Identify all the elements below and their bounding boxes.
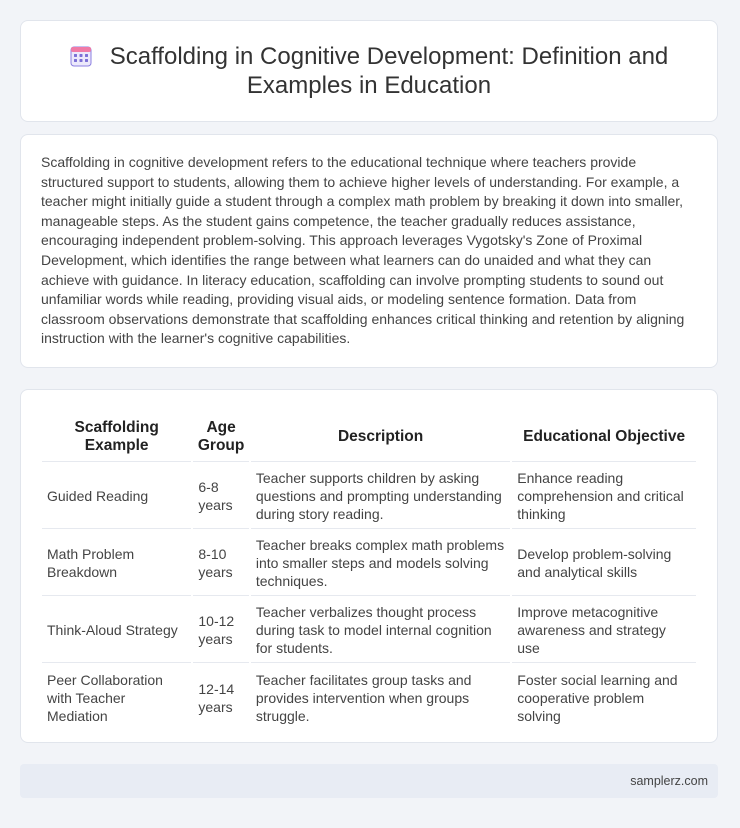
header-scaffolding-example: Scaffolding Example [42,412,191,462]
header-description: Description [251,412,510,462]
header-educational-objective: Educational Objective [512,412,696,462]
table-row [42,464,696,529]
cell-example: Guided Reading [42,464,191,529]
cell-age: 10-12 years [193,598,249,663]
cell-age: 12-14 years [198,680,235,715]
intro-paragraph: Scaffolding in cognitive development refers to the educational technique where teachers provide structured support to students, allowing them to achieve higher levels of understanding. For example, a teacher might initially guide a student through a complex math problem by breaking it down into smaller, manageable steps. As the student gains competence, the teacher gradually reduces assistance, encouraging independent problem-solving. This approach leverages Vygotsky's Zone of Proximal Development, which identifies the range between what learners can do unaided and what they can achieve with guidance. In literacy education, scaffolding can involve prompting students to sound out unfamiliar words while reading, providing visual aids, or modeling sentence formation. Data from classroom observations demonstrate that scaffolding enhances critical thinking and retention by aligning instruction with the learner's cognitive capabilities. [41,154,685,347]
cell-objective: Foster social learning and cooperative problem solving [517,671,678,724]
table-card [20,389,718,743]
table-row [42,531,696,596]
table-header-row [42,412,696,462]
table-row [42,665,696,730]
cell-objective: Improve metacognitive awareness and strategy use [512,598,696,663]
footer-bar [20,764,718,798]
cell-objective: Develop problem-solving and analytical skills [512,531,696,596]
cell-description: Teacher facilitates group tasks and provides intervention when groups struggle. [255,671,472,724]
table-row [42,598,696,663]
page-title-wrap [49,42,689,100]
cell-example: Math Problem Breakdown [42,531,191,596]
footer-site-link[interactable]: samplerz.com [630,774,708,788]
cell-description: Teacher supports children by asking questions and prompting understanding during story reading. [251,464,510,529]
cell-age: 8-10 years [193,531,249,596]
title-card [20,20,718,122]
cell-objective: Enhance reading comprehension and critical thinking [512,464,696,529]
intro-card [20,134,718,368]
header-age-group: Age Group [193,412,249,462]
cell-description: Teacher breaks complex math problems into smaller steps and models solving techniques. [251,531,510,596]
cell-example: Think-Aloud Strategy [42,598,191,663]
cell-age: 6-8 years [193,464,249,529]
cell-example: Peer Collaboration with Teacher Mediation [47,671,163,724]
cell-description: Teacher verbalizes thought process during task to model internal cognition for students. [251,598,510,663]
calendar-grid-icon [70,45,92,67]
page-title: Scaffolding in Cognitive Development: Definition and Examples in Education [109,43,669,99]
scaffolding-table [40,410,698,732]
